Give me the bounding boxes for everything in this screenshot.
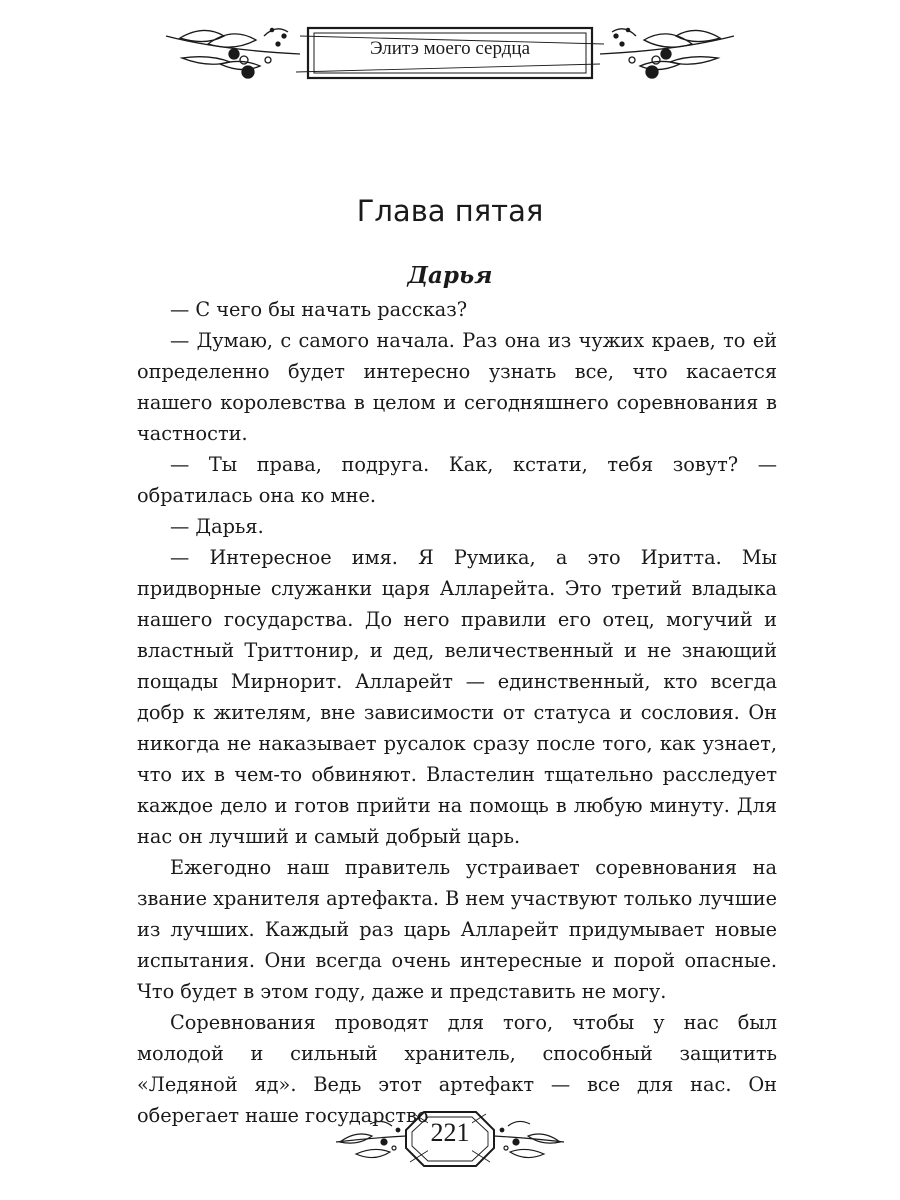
running-header: [160, 14, 740, 96]
chapter-pov-name: Дарья: [407, 262, 493, 289]
paragraph: — Интересное имя. Я Румика, а это Иритта. Мы придворные служанки царя Алларейта. Это третий владыка нашего государства. До него правили его отец, могучий и властный Триттонир, и дед, величественный и не знающий пощады Мирнорит. Алларейт — единственный, кто всегда добр к жителям, вне зависимости от статуса и сословия. Он никогда не наказывает русалок сразу после того, как узнает, что их в чем-то обвиняют. Властелин тщательно расследует каждое дело и готов прийти на помощь в любую минуту. Для нас он лучший и самый добрый царь.: [137, 546, 777, 848]
chapter-title: Глава пятая: [356, 194, 544, 228]
paragraph: — Думаю, с самого начала. Раз она из чужих краев, то ей определенно будет интересно узнать все, что касается нашего королевства в целом и сегодняшнего соревнования в частности.: [137, 329, 777, 445]
paragraph: — С чего бы начать рассказ?: [170, 298, 468, 321]
page-number: 221: [430, 1118, 470, 1147]
paragraph: Соревнования проводят для того, чтобы у нас был молодой и сильный хранитель, способный защитить «Ледяной яд». Ведь этот артефакт — все для нас. Он оберегает наше государство: [137, 1011, 777, 1127]
chapter-body: [137, 294, 777, 1131]
paragraph: — Дарья.: [170, 515, 264, 538]
paragraph: — Ты права, подруга. Как, кстати, тебя зовут? — обратилась она ко мне.: [137, 453, 777, 507]
paragraph: Ежегодно наш правитель устраивает соревнования на звание хранителя артефакта. В нем участвуют только лучшие из лучших. Каждый раз царь Алларейт придумывает новые испытания. Они всегда очень интересные и порой опасные. Что будет в этом году, даже и представить не могу.: [137, 856, 777, 1003]
running-title: Элитэ моего сердца: [370, 38, 530, 59]
page-footer: [330, 1102, 570, 1174]
